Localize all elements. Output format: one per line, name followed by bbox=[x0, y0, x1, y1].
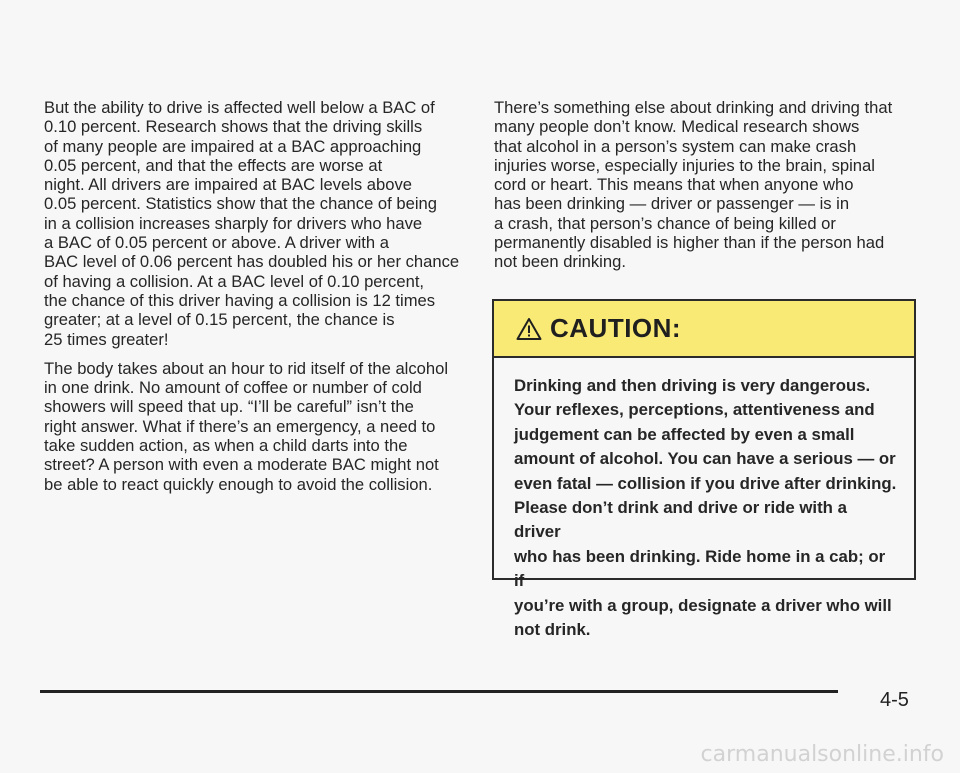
caution-title: CAUTION: bbox=[550, 313, 682, 343]
right-column bbox=[494, 98, 926, 282]
caution-box bbox=[492, 299, 916, 640]
warning-triangle-icon bbox=[516, 317, 542, 341]
page-number: 4-5 bbox=[880, 689, 909, 711]
body-paragraph: The body takes about an hour to rid itself of the alcohol in one drink. No amount of coffee or number of cold showers will speed that up. “I’ll be careful” isn’t the right answer. What if there’s an emergency, a need to take sudden action, as when a child darts into the street? A person with even a moderate BAC might not be able to react quickly enough to avoid the collision. bbox=[44, 358, 449, 494]
left-column bbox=[44, 98, 464, 504]
body-paragraph: There’s something else about drinking and driving that many people don’t know. Medical research shows that alcohol in a person’s system can make crash injuries worse, especially injuries to the brain, spinal cord or heart. This means that when anyone who has been drinking — driver or passenger — is in a crash, that person’s chance of being killed or permanently disabled is higher than if the person had not been drinking. bbox=[494, 98, 893, 272]
watermark: carmanualsonline.info bbox=[700, 742, 944, 767]
caution-text: Drinking and then driving is very dangerous. Your reflexes, perceptions, attentiveness and judgement can be affected by even a small amount of alcohol. You can have a serious — or even fatal — collision if you drive after drinking. Please don’t drink and drive or ride with a driver who has been drinking. Ride home in a cab; or if you’re with a group, designate a driver who will not drink. bbox=[514, 376, 897, 640]
body-paragraph: But the ability to drive is affected well below a BAC of 0.10 percent. Research shows that the driving skills of many people are impaired at a BAC approaching 0.05 percent, and that the effects are worse at night. All drivers are impaired at BAC levels above 0.05 percent. Statistics show that the chance of being in a collision increases sharply for drivers who have a BAC of 0.05 percent or above. A driver with a BAC level of 0.06 percent has doubled his or her chance of having a collision. At a BAC level of 0.10 percent, the chance of this driver having a collision is 12 times greater; at a level of 0.15 percent, the chance is 25 times greater! bbox=[44, 98, 460, 349]
caution-header bbox=[494, 301, 914, 358]
footer-rule bbox=[40, 690, 838, 693]
